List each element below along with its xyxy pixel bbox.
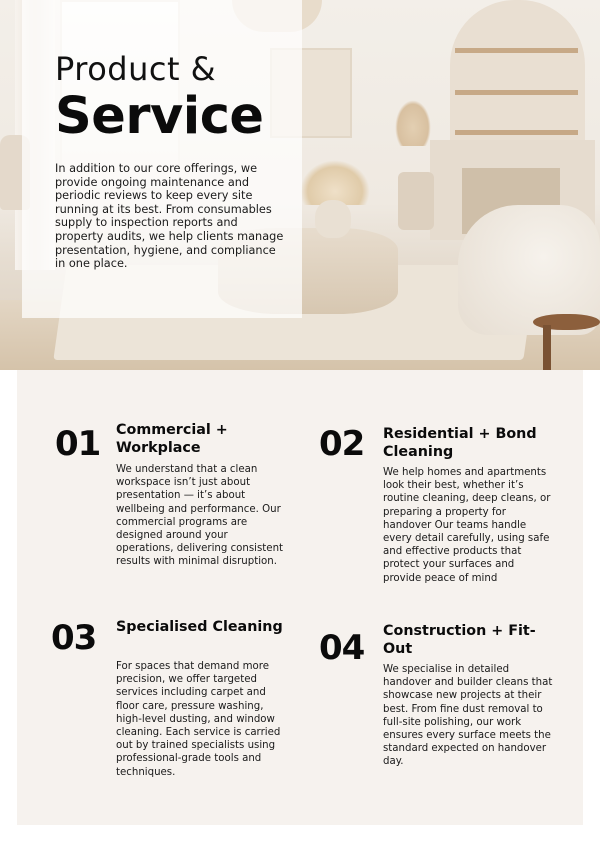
service-number: 03 [51, 618, 97, 658]
service-description: We understand that a clean workspace isn’t just about presentation — it’s about wellbeing and performance. Our commercial programs are designed around your operations, delivering consistent results with minimal disruption. [116, 464, 284, 568]
service-number: 02 [319, 424, 365, 464]
service-title: Construction + Fit-Out [383, 623, 536, 657]
side-table-leg [543, 325, 551, 370]
dried-flowers [300, 160, 370, 205]
hero-text-block [55, 50, 295, 271]
arched-niche [450, 0, 585, 140]
page-title-line2: Service [55, 87, 264, 146]
service-description: For spaces that demand more precision, we offer targeted services including carpet and floor care, pressure washing, high-level dusting, and window cleaning. Each service is carried out by trained specialists using professional-grade tools and techniques. [116, 661, 281, 778]
service-title: Specialised Cleaning [116, 619, 283, 635]
page-title-line1: Product & [55, 50, 217, 88]
intro-paragraph: In addition to our core offerings, we provide ongoing maintenance and periodic reviews to keep every site running at its best. From consumables supply to inspection reports and property audits, we help clients manage presentation, hygiene, and compliance in one place. [55, 162, 284, 271]
service-description: We specialise in detailed handover and builder cleans that showcase new projects at their best. From fine dust removal to full-site polishing, our work ensures every surface meets the standard expected on handover day. [383, 664, 553, 768]
service-number: 04 [319, 628, 365, 668]
shelf [455, 48, 578, 53]
shelf [455, 90, 578, 95]
service-description: We help homes and apartments look their best, whether it’s routine cleaning, deep cleans, or preparing a property for handover Our teams handle every detail carefully, using safe and effective products that protect your surfaces and provide peace of mind [383, 467, 551, 584]
vase [315, 200, 351, 238]
service-title: Residential + Bond Cleaning [383, 426, 537, 460]
floor-vase [398, 172, 434, 230]
pampas-grass [395, 100, 431, 146]
service-title: Commercial + Workplace [116, 422, 228, 456]
shelf [455, 130, 578, 135]
services-panel [17, 370, 583, 825]
service-number: 01 [55, 424, 101, 464]
